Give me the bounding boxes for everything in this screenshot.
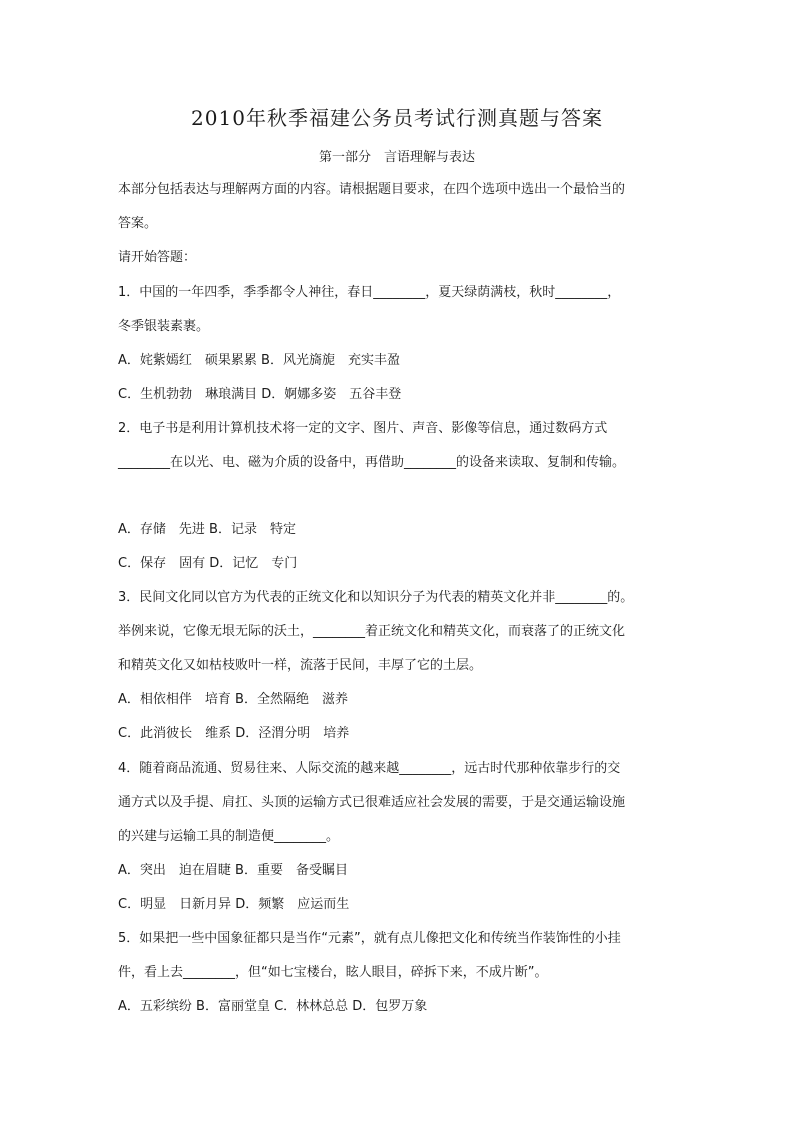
question-5-stem: 5．如果把一些中国象征都只是当作“元素”，就有点儿像把文化和传统当作装饰性的小挂	[118, 931, 621, 946]
question-1-stem: 1．中国的一年四季，季季都令人神往，春日________，夏天绿荫满枝，秋时________，	[118, 285, 621, 300]
question-1-options: A．姹紫嫣红 硕果累累 B．风光旖旎 充实丰盈	[118, 353, 400, 368]
question-5-stem: 件，看上去________，但“如七宝楼台，眩人眼目，碎拆下来，不成片断”。	[118, 965, 548, 980]
question-3-options: C．此消彼长 维系 D．泾渭分明 培养	[118, 726, 350, 741]
start-prompt: 请开始答题：	[118, 250, 197, 265]
question-4-stem: 4．随着商品流通、贸易往来、人际交流的越来越________，远古时代那种依靠步行的交	[118, 761, 621, 776]
question-4-options: A．突出 迫在眉睫 B．重要 备受瞩目	[118, 863, 348, 878]
question-4-options: C．明显 日新月异 D．频繁 应运而生	[118, 897, 350, 912]
question-3-stem: 3．民间文化同以官方为代表的正统文化和以知识分子为代表的精英文化并非________的。	[118, 590, 634, 605]
question-2-stem: ________在以光、电、磁为介质的设备中，再借助________的设备来读取、复制和传输。	[118, 455, 626, 470]
question-1-options: C．生机勃勃 琳琅满目 D．婀娜多姿 五谷丰登	[118, 387, 402, 402]
question-2-stem: 2．电子书是利用计算机技术将一定的文字、图片、声音、影像等信息，通过数码方式	[118, 421, 608, 436]
intro-text: 本部分包括表达与理解两方面的内容。请根据题目要求，在四个选项中选出一个最恰当的	[118, 182, 626, 197]
question-5-options: A．五彩缤纷 B．富丽堂皇 C．林林总总 D．包罗万象	[118, 999, 428, 1014]
question-4-stem: 的兴建与运输工具的制造便________。	[118, 829, 340, 844]
section-heading: 第一部分 言语理解与表达	[318, 150, 475, 165]
question-3-stem: 和精英文化又如枯枝败叶一样，流落于民间，丰厚了它的土层。	[118, 658, 483, 673]
intro-text: 答案。	[118, 216, 158, 231]
question-3-stem: 举例来说，它像无垠无际的沃土，________着正统文化和精英文化，而衰落了的正统文化	[118, 624, 626, 639]
document-title: 2010年秋季福建公务员考试行测真题与答案	[191, 106, 603, 130]
question-4-stem: 通方式以及手提、肩扛、头顶的运输方式已很难适应社会发展的需要，于是交通运输设施	[118, 795, 626, 810]
question-1-stem: 冬季银装素裹。	[118, 319, 210, 334]
question-2-options: C．保存 固有 D．记忆 专门	[118, 556, 298, 571]
question-2-options: A．存储 先进 B．记录 特定	[118, 522, 296, 537]
question-3-options: A．相依相伴 培育 B．全然隔绝 滋养	[118, 692, 348, 707]
